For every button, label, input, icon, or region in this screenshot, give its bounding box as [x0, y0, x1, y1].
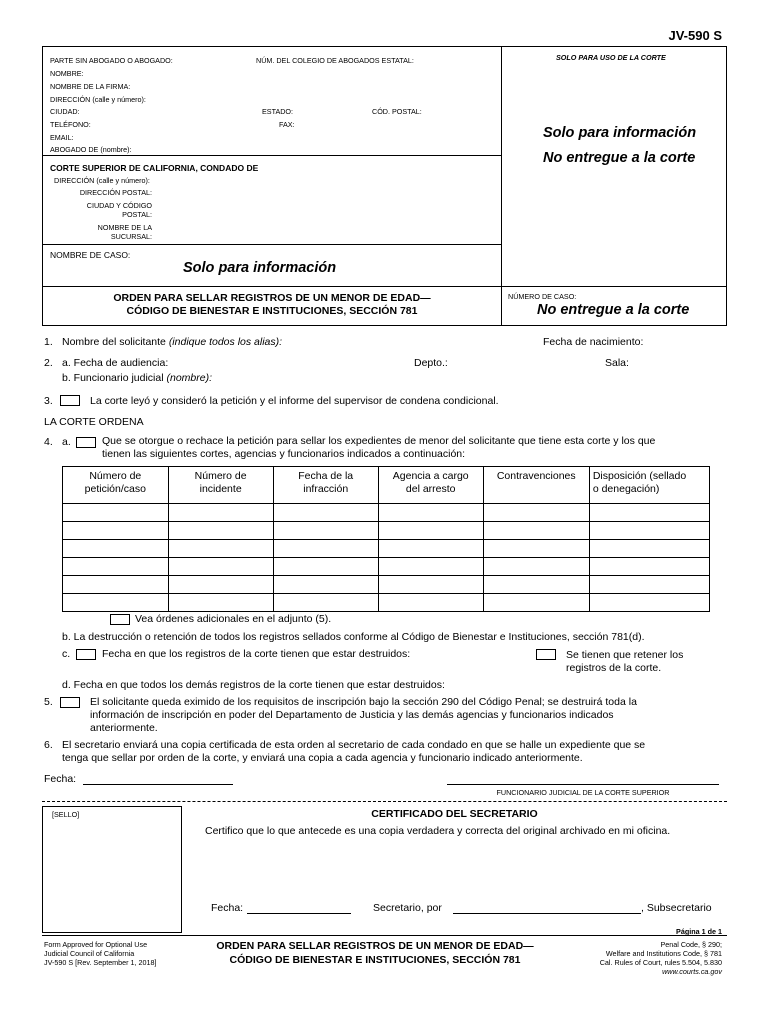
citation-2: Welfare and Institutions Code, § 781 — [605, 949, 722, 958]
page-number: Página 1 de 1 — [676, 927, 722, 936]
header-arresting-agency: Agencia a cargo del arresto — [378, 467, 483, 504]
citation-1: Penal Code, § 290; — [660, 940, 722, 949]
bar-number-label: NÚM. DEL COLEGIO DE ABOGADOS ESTATAL: — [256, 56, 414, 65]
court-orders-heading: LA CORTE ORDENA — [44, 416, 144, 428]
header-disposition: Disposición (sellado o denegación) — [589, 467, 709, 504]
attorney-for-label: ABOGADO DE (nombre): — [50, 145, 132, 154]
date-line[interactable] — [83, 784, 233, 785]
item-5-text-3: anteriormente. — [90, 722, 158, 734]
date-label: Fecha: — [44, 773, 77, 785]
deputy-label: , Subsecretario — [641, 902, 712, 914]
item-1-note: (indique todos los alias): — [168, 336, 283, 348]
judicial-officer-note: (nombre): — [166, 372, 212, 384]
header-petition-number: Número de petición/caso — [63, 467, 169, 504]
clerk-by-label: Secretario, por — [373, 902, 442, 914]
item-5-text-1: El solicitante queda eximido de los requisitos de inscripción bajo la sección 290 del Código Penal; se destruirá toda la — [90, 696, 637, 708]
court-title: CORTE SUPERIOR DE CALIFORNIA, CONDADO DE — [50, 163, 259, 173]
room-label: Sala: — [605, 357, 629, 369]
table-row — [63, 594, 710, 612]
item-6-text-1: El secretario enviará una copia certificada de esta orden al secretario de cada condado en que se halle un expediente que se — [62, 739, 646, 751]
approved-line-2: Judicial Council of California — [44, 949, 135, 958]
clerk-date-label: Fecha: — [211, 902, 244, 914]
item-4a-label: a. — [62, 436, 71, 448]
dept-label: Depto.: — [414, 357, 448, 369]
item-1-label: Nombre del solicitante — [62, 336, 166, 348]
item-4c-checkbox[interactable] — [76, 649, 96, 660]
retain-records-1: Se tienen que retener los — [566, 649, 684, 661]
item-4a-checkbox[interactable] — [76, 437, 96, 448]
name-label: NOMBRE: — [50, 69, 84, 78]
item-4d-text: d. Fecha en que todos los demás registros de la corte tienen que estar destruidos: — [62, 679, 445, 691]
do-not-file-stamp: No entregue a la corte — [543, 150, 696, 166]
retain-records-2: registros de la corte. — [566, 662, 662, 674]
case-name-label: NOMBRE DE CASO: — [50, 250, 131, 260]
item-5-number: 5. — [44, 696, 53, 708]
city-zip-label-2: POSTAL: — [122, 210, 152, 219]
judicial-officer-line — [62, 372, 212, 385]
form-title-2: CÓDIGO DE BIENESTAR E INSTITUCIONES, SECCIÓN 781 — [126, 305, 418, 317]
phone-label: TELÉFONO: — [50, 120, 91, 129]
item-4a-text-2: tienen las siguientes cortes, agencias y funcionarios indicados a continuación: — [102, 448, 466, 460]
item-1-text — [62, 336, 282, 349]
item-3-number: 3. — [44, 395, 53, 407]
court-use-label: SOLO PARA USO DE LA CORTE — [556, 53, 666, 62]
footer-title-2: CÓDIGO DE BIENESTAR E INSTITUCIONES, SECCIÓN 781 — [229, 954, 521, 966]
branch-label-2: SUCURSAL: — [110, 232, 152, 241]
firm-label: NOMBRE DE LA FIRMA: — [50, 82, 131, 91]
citation-3: Cal. Rules of Court, rules 5.504, 5.830 — [599, 958, 722, 967]
records-table — [62, 466, 710, 612]
item-4b-text: b. La destrucción o retención de todos los registros sellados conforme al Código de Bienestar e Instituciones, sección 781(d). — [62, 631, 645, 643]
item-4c-text: Fecha en que los registros de la corte tienen que estar destruidos: — [102, 648, 411, 660]
approved-line-3: JV-590 S [Rev. September 1, 2018] — [44, 958, 157, 967]
header-offense-date: Fecha de la infracción — [273, 467, 378, 504]
courts-website-link[interactable]: www.courts.ca.gov — [662, 967, 722, 976]
court-address-label: DIRECCIÓN (calle y número): — [54, 176, 150, 185]
address-label: DIRECCIÓN (calle y número): — [50, 95, 146, 104]
judicial-officer-caption: FUNCIONARIO JUDICIAL DE LA CORTE SUPERIOR — [496, 788, 670, 797]
branch-label-1: NOMBRE DE LA — [97, 223, 152, 232]
fax-label: FAX: — [279, 120, 295, 129]
table-row — [63, 558, 710, 576]
case-number-value: No entregue a la corte — [537, 302, 690, 318]
table-row — [63, 576, 710, 594]
form-title-1: ORDEN PARA SELLAR REGISTROS DE UN MENOR DE EDAD— — [113, 292, 431, 304]
hearing-date-label: a. Fecha de audiencia: — [62, 357, 169, 369]
state-label: ESTADO: — [262, 107, 294, 116]
attorney-label: PARTE SIN ABOGADO O ABOGADO: — [50, 56, 173, 65]
footer-title-1: ORDEN PARA SELLAR REGISTROS DE UN MENOR DE EDAD— — [216, 940, 534, 952]
footer-rule — [42, 935, 727, 936]
item-5-text-2: información de inscripción en poder del Departamento de Justicia y las demás agencias y funcionarios indicados — [90, 709, 614, 721]
item-4-number: 4. — [44, 436, 53, 448]
table-row — [63, 504, 710, 522]
seal-label: [SELLO] — [52, 810, 80, 819]
court-use-box — [501, 46, 727, 287]
form-id: JV-590 S — [668, 28, 722, 43]
item-6-text-2: tenga que sellar por orden de la corte, y enviará una copia a cada agencia y funcionario indicado anteriormente. — [62, 752, 583, 764]
item-2-number: 2. — [44, 357, 53, 369]
info-only-stamp: Solo para información — [543, 125, 697, 141]
table-row — [63, 540, 710, 558]
retain-records-checkbox[interactable] — [536, 649, 556, 660]
city-label: CIUDAD: — [50, 107, 80, 116]
see-attached-text: Vea órdenes adicionales en el adjunto (5). — [135, 613, 332, 625]
item-4a-text-1: Que se otorgue o rechace la petición para sellar los expedientes de menor del solicitante que tiene esta corte y los que — [102, 435, 656, 447]
header-incident-number: Número de incidente — [168, 467, 273, 504]
item-6-number: 6. — [44, 739, 53, 751]
see-attached-checkbox[interactable] — [110, 614, 130, 625]
clerk-certificate-statement: Certifico que lo que antecede es una copia verdadera y correcta del original archivado en mi oficina. — [205, 825, 671, 837]
item-1-number: 1. — [44, 336, 53, 348]
approved-line-1: Form Approved for Optional Use — [44, 940, 148, 949]
judge-signature-line[interactable] — [447, 784, 719, 785]
clerk-date-line[interactable] — [247, 913, 351, 914]
case-name-value: Solo para información — [183, 260, 337, 276]
seal-box — [42, 806, 182, 933]
clerk-signature-line[interactable] — [453, 913, 641, 914]
table-row — [63, 522, 710, 540]
city-zip-label-1: CIUDAD Y CÓDIGO — [86, 201, 152, 210]
case-number-label: NÚMERO DE CASO: — [508, 292, 577, 301]
clerk-certificate-title: CERTIFICADO DEL SECRETARIO — [371, 808, 538, 820]
judicial-officer-label: b. Funcionario judicial — [62, 372, 164, 384]
item-4c-label: c. — [62, 648, 71, 660]
email-label: EMAIL: — [50, 133, 74, 142]
item-3-text: La corte leyó y consideró la petición y el informe del supervisor de condena condicional. — [90, 395, 499, 407]
zip-label: CÓD. POSTAL: — [372, 107, 422, 116]
certificate-divider — [42, 801, 727, 802]
item-3-checkbox[interactable] — [60, 395, 80, 406]
dob-label: Fecha de nacimiento: — [543, 336, 644, 348]
mailing-label: DIRECCIÓN POSTAL: — [79, 188, 152, 197]
header-violations: Contravenciones — [483, 467, 589, 504]
item-5-checkbox[interactable] — [60, 697, 80, 708]
